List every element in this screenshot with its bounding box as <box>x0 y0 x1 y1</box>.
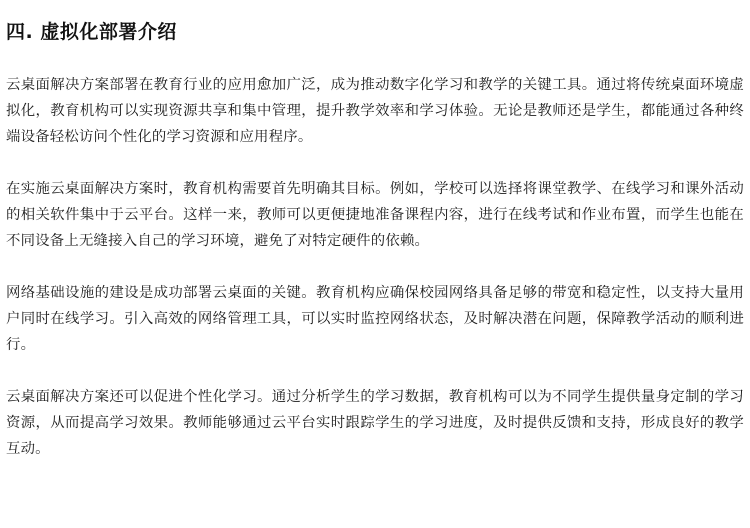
section-heading: 四. 虚拟化部署介绍 <box>6 21 177 43</box>
paragraph-network: 网络基础设施的建设是成功部署云桌面的关键。教育机构应确保校园网络具备足够的带宽和稳定性，以支持大量用户同时在线学习。引入高效的网络管理工具，可以实时监控网络状态，及时解决潜在问题，保障教学活动的顺利进行。 <box>6 285 744 353</box>
paragraph-personalized-learning: 云桌面解决方案还可以促进个性化学习。通过分析学生的学习数据，教育机构可以为不同学生提供量身定制的学习资源，从而提高学习效果。教师能够通过云平台实时跟踪学生的学习进度，及时提供反馈和支持，形成良好的教学互动。 <box>6 389 744 457</box>
paragraph-intro: 云桌面解决方案部署在教育行业的应用愈加广泛，成为推动数字化学习和教学的关键工具。通过将传统桌面环境虚拟化，教育机构可以实现资源共享和集中管理，提升教学效率和学习体验。无论是教师还是学生，都能通过各种终端设备轻松访问个性化的学习资源和应用程序。 <box>6 77 744 145</box>
paragraph-implementation: 在实施云桌面解决方案时，教育机构需要首先明确其目标。例如，学校可以选择将课堂教学、在线学习和课外活动的相关软件集中于云平台。这样一来，教师可以更便捷地准备课程内容，进行在线考试和作业布置，而学生也能在不同设备上无缝接入自己的学习环境，避免了对特定硬件的依赖。 <box>6 181 744 249</box>
